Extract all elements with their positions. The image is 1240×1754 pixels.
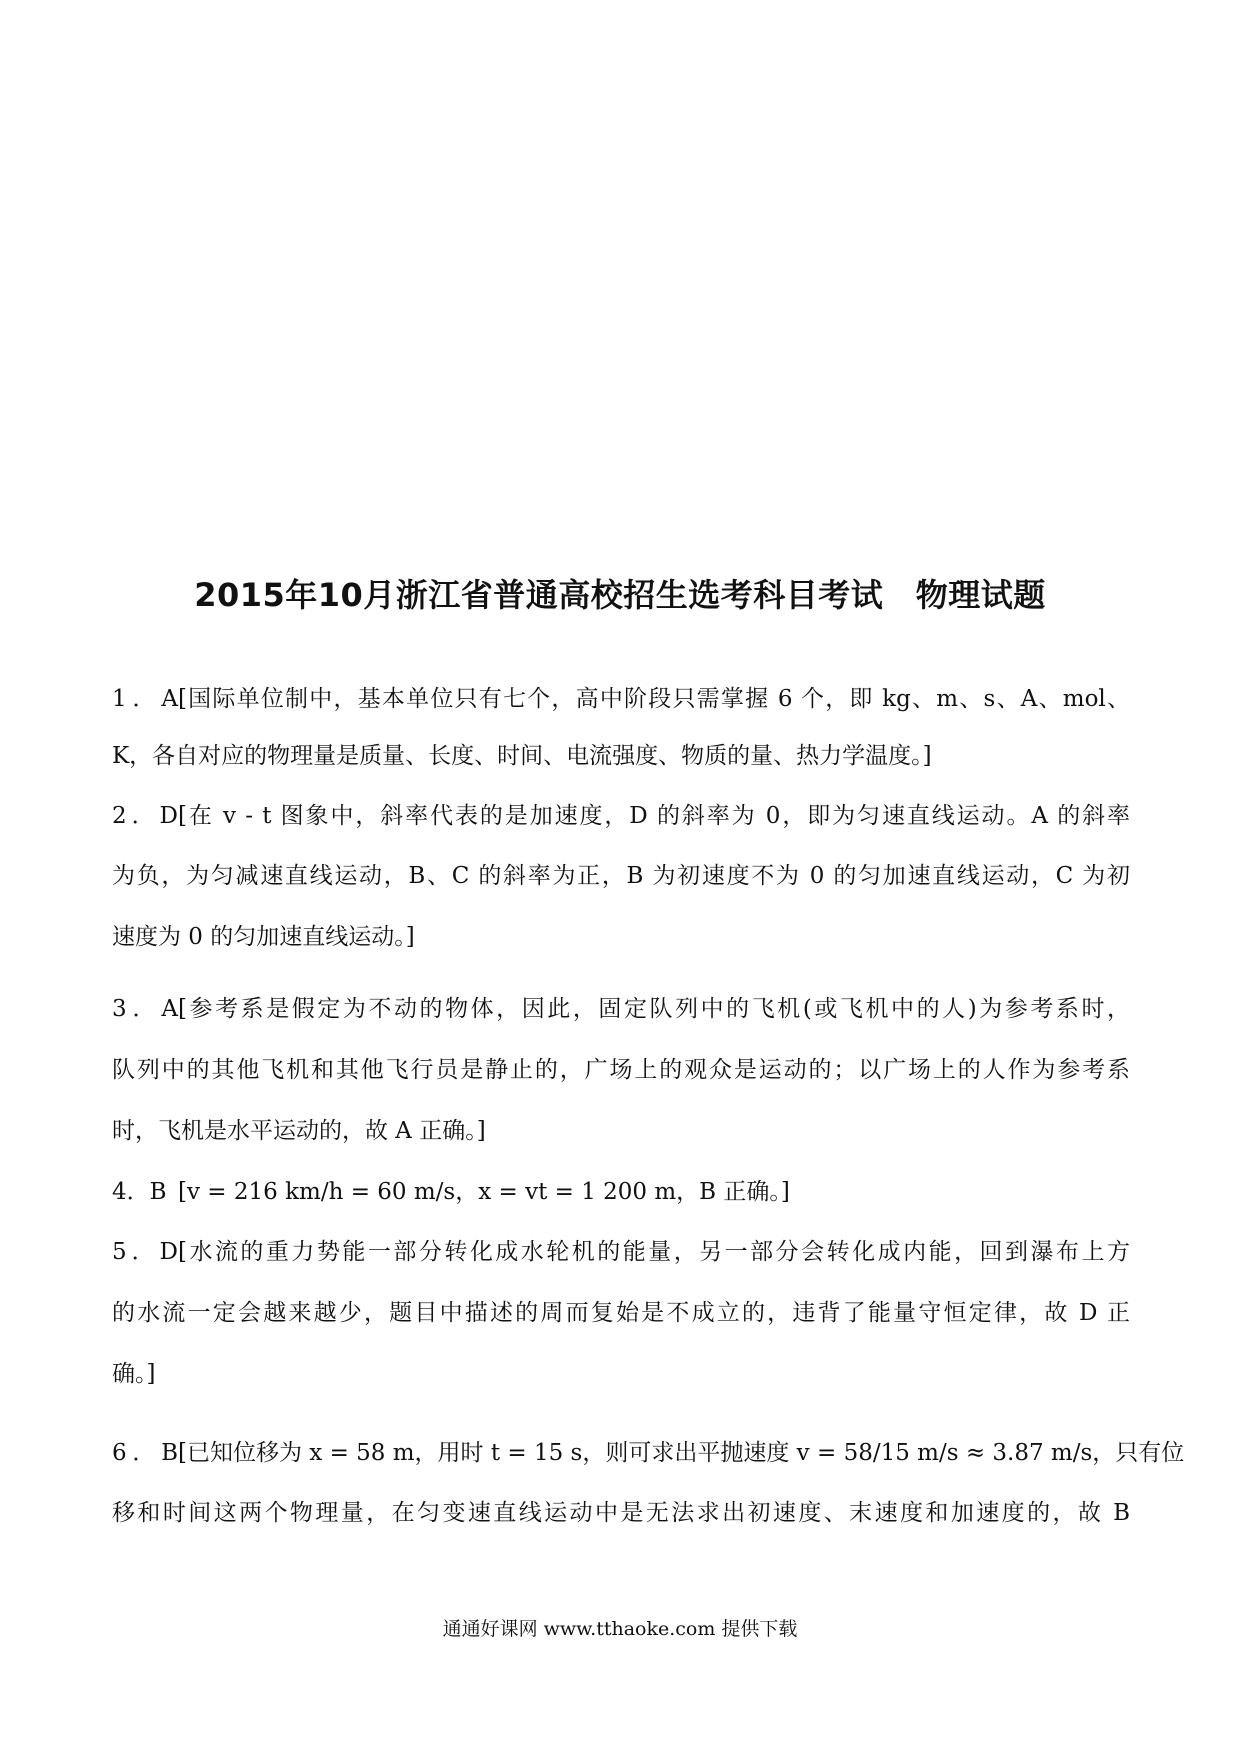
page-footer: 通通好课网 www.tthaoke.com 提供下载 (442, 1618, 798, 1640)
answer-line (112, 861, 1130, 891)
answer-text: 确。] (112, 1361, 156, 1387)
question-number: 3．A (112, 996, 178, 1022)
answer-line (112, 1055, 1130, 1085)
answer-line (112, 1359, 1130, 1389)
question-number: 5．D (112, 1239, 178, 1265)
document-title: 2015年10月浙江省普通高校招生选考科目考试 物理试题 (194, 576, 1046, 614)
question-number: 1．A (112, 686, 178, 712)
answer-line (112, 801, 1130, 831)
answer-line (112, 684, 1130, 714)
answer-text: 时，飞机是水平运动的，故 A 正确。] (112, 1118, 486, 1144)
answer-line (112, 1116, 1130, 1146)
answer-text: [水流的重力势能一部分转化成水轮机的能量，另一部分会转化成内能，回到瀑布上方 (178, 1239, 1130, 1265)
answer-text: [国际单位制中，基本单位只有七个，高中阶段只需掌握 6 个，即 kg、m、s、A、mol、 (178, 686, 1130, 712)
answer-text: 移和时间这两个物理量，在匀变速直线运动中是无法求出初速度、末速度和加速度的，故 B (112, 1500, 1130, 1526)
answer-text: [已知位移为 x = 58 m，用时 t = 15 s，则可求出平抛速度 v = 58/15 m/s ≈ 3.87 m/s，只有位 (178, 1440, 1185, 1466)
answer-line (112, 1298, 1130, 1328)
answer-text: [参考系是假定为不动的物体，因此，固定队列中的飞机(或飞机中的人)为参考系时， (178, 996, 1130, 1022)
answer-line (112, 1438, 1185, 1468)
answer-text: 速度为 0 的匀加速直线运动。] (112, 924, 415, 950)
answer-text: K，各自对应的物理量是质量、长度、时间、电流强度、物质的量、热力学温度。] (112, 743, 932, 769)
answer-text: 的水流一定会越来越少，题目中描述的周而复始是不成立的，违背了能量守恒定律，故 D 正 (112, 1300, 1130, 1326)
answer-line (112, 1237, 1130, 1267)
answer-line (112, 922, 1130, 952)
answer-line (112, 994, 1130, 1024)
answer-line (112, 1498, 1130, 1528)
answer-text: [在 v - t 图象中，斜率代表的是加速度，D 的斜率为 0，即为匀速直线运动。A 的斜率 (178, 803, 1130, 829)
question-number: 4．B (112, 1179, 167, 1205)
answer-text: 队列中的其他飞机和其他飞行员是静止的，广场上的观众是运动的；以广场上的人作为参考系 (112, 1057, 1130, 1083)
question-number: 6．B (112, 1440, 178, 1466)
answer-line (112, 741, 1130, 771)
answer-text: [v = 216 km/h = 60 m/s，x = vt = 1 200 m，B 正确。] (178, 1179, 790, 1205)
answer-text: 为负，为匀减速直线运动，B、C 的斜率为正，B 为初速度不为 0 的匀加速直线运动，C 为初 (112, 863, 1130, 889)
question-number: 2．D (112, 803, 178, 829)
answer-line (112, 1177, 1130, 1207)
